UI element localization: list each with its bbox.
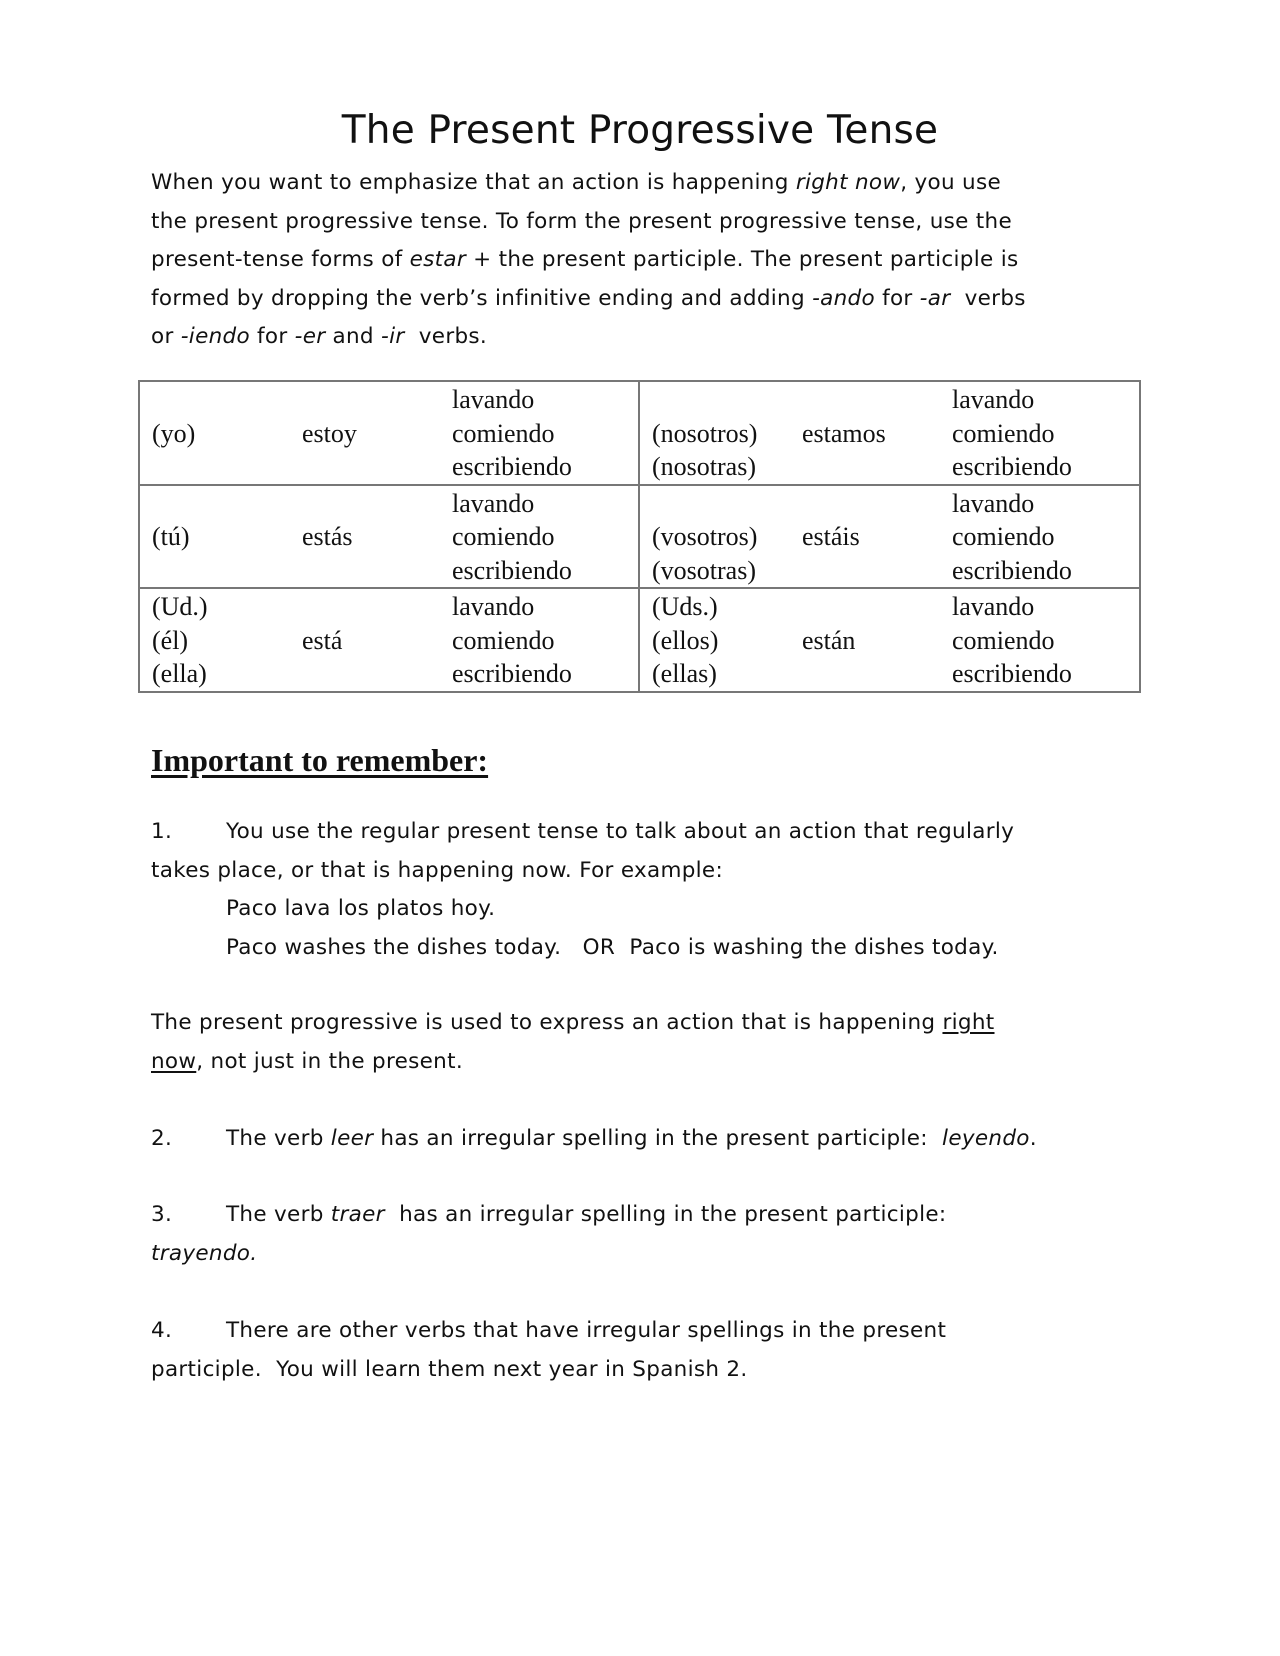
plural-verb-cell-line [802, 657, 952, 691]
item-number: 1. [151, 819, 173, 844]
plural-pronoun-cell [639, 588, 802, 692]
plural-participle-cell-line: comiendo [952, 625, 1055, 655]
intro-emphasis: estar [409, 247, 467, 272]
singular-participle-cell-line: comiendo [452, 522, 555, 551]
table-row [139, 485, 1140, 589]
singular-pronoun-cell-line: (Ud.) [152, 592, 208, 621]
intro-line [151, 164, 1141, 203]
conjugation-table [138, 380, 1141, 693]
note-line [151, 1004, 1151, 1043]
intro-line: the present progressive tense. To form the present progressive tense, use the [151, 208, 1012, 234]
intro-text: and [325, 324, 382, 349]
intro-line [151, 280, 1141, 319]
singular-verb-cell-line: estás [302, 522, 353, 551]
singular-verb-cell-line: estoy [302, 418, 357, 448]
intro-text: verbs. [404, 324, 488, 349]
item-line [151, 1235, 1151, 1274]
singular-pronoun-cell-line: (ella) [152, 659, 207, 688]
item-text: You use the regular present tense to talk about an action that regularly [226, 819, 1015, 844]
singular-verb-cell-line [302, 383, 452, 417]
singular-pronoun-cell-line: (tú) [152, 522, 190, 551]
intro-text: , you use [900, 170, 1001, 195]
intro-emphasis: -ar [919, 285, 951, 311]
plural-participle-cell-line: escribiendo [952, 452, 1072, 481]
item-text: There are other verbs that have irregular spellings in the present [226, 1318, 947, 1343]
plural-pronoun-cell-line: (vosotros) [652, 522, 758, 551]
remember-heading: Important to remember: [151, 742, 489, 778]
plural-pronoun-cell-line: (nosotros) [652, 418, 758, 448]
singular-pronoun-cell-line [152, 487, 302, 521]
singular-pronoun-cell-line: (él) [152, 625, 189, 655]
item-text: The verb [226, 1126, 331, 1151]
singular-verb-cell [302, 588, 452, 692]
plural-participle-cell [952, 588, 1140, 692]
plural-participle-cell-line: comiendo [952, 522, 1055, 551]
intro-emphasis: right now [795, 170, 901, 195]
plural-verb-cell-line [802, 487, 952, 521]
singular-pronoun-cell-line [152, 450, 302, 484]
singular-verb-cell-line [302, 554, 452, 588]
plural-pronoun-cell-line [652, 487, 802, 521]
plural-verb-cell [802, 485, 952, 589]
item-line [151, 1196, 1151, 1235]
item-participle: trayendo. [151, 1240, 258, 1266]
note-line [151, 1043, 1151, 1082]
singular-verb-cell-line [302, 590, 452, 624]
plural-verb-cell [802, 381, 952, 485]
intro-line [151, 241, 1141, 280]
plural-verb-cell-line [802, 450, 952, 484]
plural-pronoun-cell-line: (Uds.) [652, 592, 718, 621]
singular-participle-cell-line: lavando [452, 488, 535, 518]
singular-pronoun-cell [139, 485, 302, 589]
plural-pronoun-cell-line: (nosotras) [652, 452, 756, 481]
item-verb: leer [330, 1126, 374, 1151]
plural-verb-cell [802, 588, 952, 692]
item-line [151, 1120, 1151, 1159]
singular-verb-cell-line [302, 450, 452, 484]
intro-text: verbs [950, 285, 1026, 311]
item-verb: traer [330, 1202, 385, 1227]
item-line [151, 813, 1151, 852]
item-participle: leyendo [942, 1126, 1030, 1151]
intro-emphasis: -iendo [180, 324, 250, 349]
example-spanish: Paco lava los platos hoy. [226, 896, 496, 921]
plural-pronoun-cell-line [652, 383, 802, 417]
intro-paragraph [151, 164, 1141, 357]
plural-verb-cell-line [802, 590, 952, 624]
singular-pronoun-cell-line: (yo) [152, 418, 196, 448]
item-line [151, 1312, 1151, 1351]
plural-pronoun-cell-line: (ellas) [652, 659, 717, 688]
example-english: Paco washes the dishes today. OR Paco is washing the dishes today. [226, 934, 999, 960]
plural-pronoun-cell [639, 381, 802, 485]
plural-pronoun-cell [639, 485, 802, 589]
table-row [139, 588, 1140, 692]
item-text: . [1029, 1126, 1037, 1151]
intro-emphasis: -er [294, 324, 326, 349]
plural-participle-cell-line: comiendo [952, 418, 1055, 448]
singular-pronoun-cell-line [152, 383, 302, 417]
singular-pronoun-cell [139, 588, 302, 692]
remember-note [151, 1004, 1151, 1081]
singular-participle-cell-line: comiendo [452, 625, 555, 655]
singular-participle-cell-line: escribiendo [452, 555, 572, 585]
intro-emphasis: -ando [812, 285, 875, 311]
singular-verb-cell-line [302, 487, 452, 521]
item-number: 3. [151, 1202, 173, 1227]
plural-verb-cell-line: estamos [802, 418, 886, 448]
item-number: 2. [151, 1126, 173, 1151]
item-text: takes place, or that is happening now. For example: [151, 857, 724, 883]
singular-verb-cell-line [302, 657, 452, 691]
item-text: The verb [226, 1202, 331, 1227]
plural-participle-cell-line: lavando [952, 592, 1035, 621]
singular-verb-cell [302, 485, 452, 589]
plural-verb-cell-line [802, 383, 952, 417]
intro-text: for [874, 285, 920, 311]
plural-participle-cell-line: escribiendo [952, 659, 1072, 688]
singular-pronoun-cell [139, 381, 302, 485]
intro-text: formed by dropping the verb’s infinitive ending and adding [151, 285, 813, 311]
singular-participle-cell [452, 588, 639, 692]
plural-verb-cell-line [802, 554, 952, 588]
item-text: has an irregular spelling in the present participle: [373, 1126, 943, 1151]
remember-item-3 [151, 1196, 1151, 1273]
note-underline: right [942, 1010, 995, 1035]
note-text: , not just in the present. [196, 1048, 463, 1074]
intro-text: present-tense forms of [151, 247, 410, 272]
plural-participle-cell-line: lavando [952, 385, 1035, 414]
page-title: The Present Progressive Tense [341, 108, 939, 153]
intro-emphasis: -ir [381, 324, 405, 349]
intro-text: + the present participle. The present participle is [466, 247, 1019, 272]
plural-participle-cell [952, 381, 1140, 485]
plural-pronoun-cell-line: (ellos) [652, 625, 719, 655]
table-row [139, 381, 1140, 485]
singular-participle-cell-line: comiendo [452, 418, 555, 448]
note-underline: now [151, 1048, 197, 1074]
note-text: The present progressive is used to express an action that is happening [151, 1010, 943, 1035]
singular-verb-cell [302, 381, 452, 485]
intro-text: for [249, 324, 295, 349]
singular-participle-cell [452, 485, 639, 589]
item-number: 4. [151, 1318, 173, 1343]
remember-item-4 [151, 1312, 1151, 1389]
item-text: has an irregular spelling in the present participle: [384, 1202, 947, 1227]
singular-verb-cell-line: está [302, 625, 343, 655]
plural-participle-cell [952, 485, 1140, 589]
plural-participle-cell-line: lavando [952, 488, 1035, 518]
singular-participle-cell-line: escribiendo [452, 452, 572, 481]
singular-participle-cell-line: escribiendo [452, 659, 572, 688]
plural-verb-cell-line: estáis [802, 522, 860, 551]
singular-pronoun-cell-line [152, 554, 302, 588]
singular-participle-cell-line: lavando [452, 385, 535, 414]
intro-line [151, 318, 1141, 357]
plural-verb-cell-line: están [802, 625, 856, 655]
remember-item-2 [151, 1120, 1151, 1159]
plural-pronoun-cell-line: (vosotras) [652, 555, 756, 585]
intro-text: When you want to emphasize that an action is happening [151, 170, 796, 195]
item-text: participle. You will learn them next year in Spanish 2. [151, 1356, 748, 1382]
intro-text: or [151, 324, 181, 349]
plural-participle-cell-line: escribiendo [952, 555, 1072, 585]
singular-participle-cell [452, 381, 639, 485]
remember-item-1 [151, 813, 1151, 967]
singular-participle-cell-line: lavando [452, 592, 535, 621]
